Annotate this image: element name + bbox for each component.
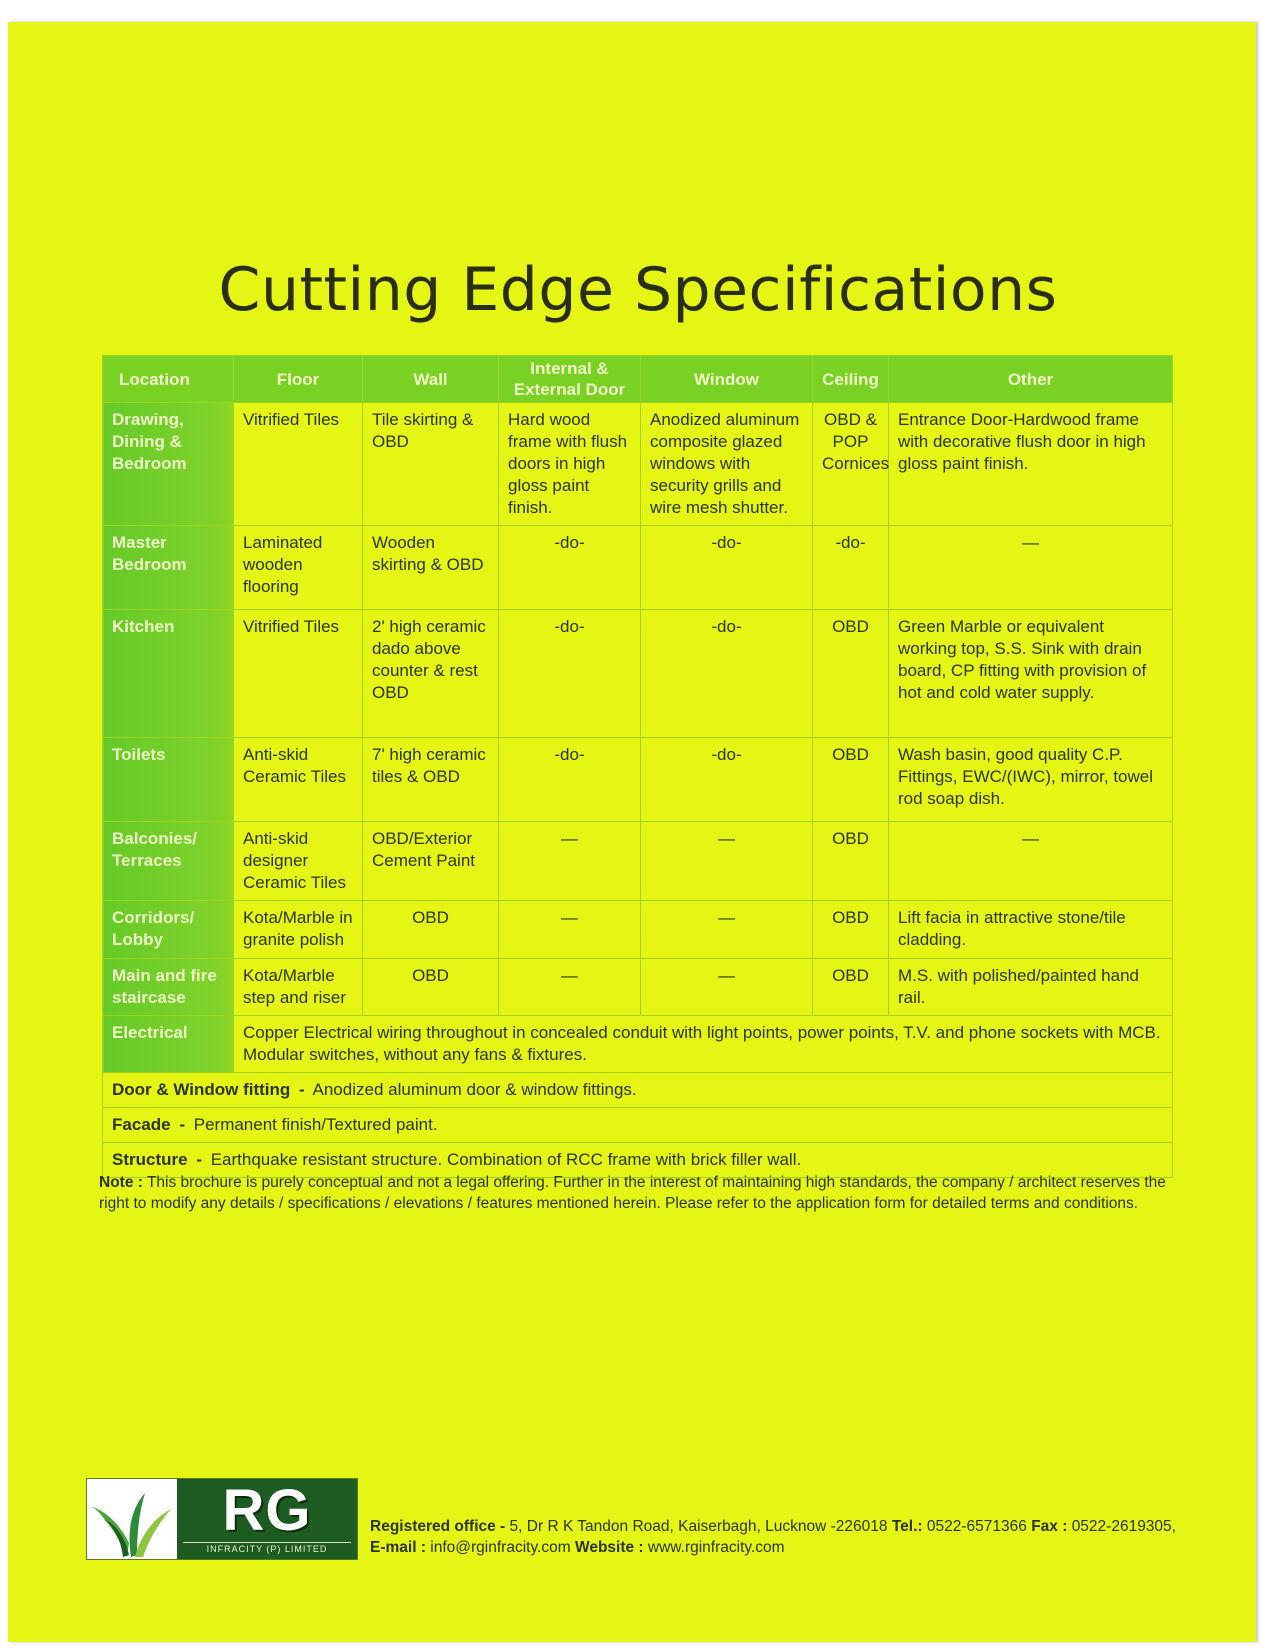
disclaimer-note	[99, 1172, 1189, 1214]
table-header-row	[103, 356, 1173, 403]
electrical-row	[103, 1016, 1173, 1073]
table-row	[103, 526, 1173, 610]
table-row	[103, 959, 1173, 1016]
door-window-fitting-text: Anodized aluminum door & window fittings.	[312, 1080, 637, 1099]
header-floor: Floor	[234, 356, 363, 403]
row-wall: OBD	[363, 959, 499, 1016]
row-window: —	[641, 901, 813, 959]
logo-subtitle: INFRACITY (P) LIMITED	[183, 1542, 351, 1554]
row-window: —	[641, 822, 813, 901]
header-location: Location	[103, 356, 234, 403]
fax-value: 0522-2619305,	[1071, 1518, 1176, 1535]
facade-label: Facade	[112, 1115, 171, 1134]
separator: -	[299, 1080, 305, 1099]
electrical-text: Copper Electrical wiring throughout in concealed conduit with light points, power points, T.V. and phone sockets with MCB. Modular switches, without any fans & fixtures.	[234, 1016, 1173, 1073]
row-other: Green Marble or equivalent working top, S.S. Sink with drain board, CP fitting with provision of hot and cold water supply.	[889, 610, 1173, 738]
header-wall: Wall	[363, 356, 499, 403]
row-wall: OBD/Exterior Cement Paint	[363, 822, 499, 901]
website-label: Website :	[574, 1539, 644, 1556]
row-floor: Anti-skid Ceramic Tiles	[234, 738, 363, 822]
facade-row	[103, 1108, 1173, 1143]
specifications-table	[102, 355, 1173, 1178]
row-other: —	[889, 526, 1173, 610]
office-label: Registered office -	[370, 1518, 506, 1535]
row-door: —	[499, 959, 641, 1016]
door-window-fitting-row	[103, 1073, 1173, 1108]
row-other: —	[889, 822, 1173, 901]
header-window: Window	[641, 356, 813, 403]
row-floor: Vitrified Tiles	[234, 403, 363, 526]
footer-line-2	[370, 1537, 1250, 1558]
row-window: -do-	[641, 526, 813, 610]
row-door: Hard wood frame with flush doors in high gloss paint finish.	[499, 403, 641, 526]
row-window: —	[641, 959, 813, 1016]
separator: -	[196, 1150, 202, 1169]
row-ceiling: OBD	[813, 610, 889, 738]
row-window: Anodized aluminum composite glazed windows with security grills and wire mesh shutter.	[641, 403, 813, 526]
email-label: E-mail :	[370, 1539, 426, 1556]
row-wall: 2' high ceramic dado above counter & rest OBD	[363, 610, 499, 738]
row-door: -do-	[499, 738, 641, 822]
header-door: Internal & External Door	[499, 356, 641, 403]
table-row	[103, 610, 1173, 738]
row-other: Lift facia in attractive stone/tile cladding.	[889, 901, 1173, 959]
row-floor: Laminated wooden flooring	[234, 526, 363, 610]
row-window: -do-	[641, 610, 813, 738]
row-floor: Kota/Marble in granite polish	[234, 901, 363, 959]
row-location: Main and fire staircase	[103, 959, 234, 1016]
structure-text: Earthquake resistant structure. Combination of RCC frame with brick filler wall.	[210, 1150, 802, 1169]
website-value: www.rginfracity.com	[647, 1539, 785, 1556]
structure-label: Structure	[112, 1150, 188, 1169]
row-door: —	[499, 901, 641, 959]
row-wall: Wooden skirting & OBD	[363, 526, 499, 610]
row-door: -do-	[499, 526, 641, 610]
row-ceiling: OBD & POP Cornices	[813, 403, 889, 526]
tel-value: 0522-6571366	[926, 1518, 1027, 1535]
leaf-logo-icon	[87, 1479, 177, 1559]
table-row	[103, 403, 1173, 526]
row-door: -do-	[499, 610, 641, 738]
row-floor: Vitrified Tiles	[234, 610, 363, 738]
row-ceiling: -do-	[813, 526, 889, 610]
separator: -	[179, 1115, 185, 1134]
note-text: This brochure is purely conceptual and not a legal offering. Further in the interest of maintaining high standards, the company / architect reserves the right to modify any details / specifications / elevations / features mentioned herein. Please refer to the application form for detailed terms and conditions.	[99, 1174, 1166, 1212]
header-ceiling: Ceiling	[813, 356, 889, 403]
company-logo	[86, 1478, 358, 1560]
row-floor: Kota/Marble step and riser	[234, 959, 363, 1016]
fax-label: Fax :	[1031, 1518, 1068, 1535]
row-location: Balconies/ Terraces	[103, 822, 234, 901]
footer-line-1	[370, 1516, 1250, 1537]
row-ceiling: OBD	[813, 738, 889, 822]
row-location: Master Bedroom	[103, 526, 234, 610]
facade-text: Permanent finish/Textured paint.	[193, 1115, 438, 1134]
row-location: Kitchen	[103, 610, 234, 738]
row-floor: Anti-skid designer Ceramic Tiles	[234, 822, 363, 901]
electrical-label: Electrical	[103, 1016, 234, 1073]
row-door: —	[499, 822, 641, 901]
row-other: Wash basin, good quality C.P. Fittings, EWC/(IWC), mirror, towel rod soap dish.	[889, 738, 1173, 822]
tel-label: Tel.:	[891, 1518, 923, 1535]
row-other: M.S. with polished/painted hand rail.	[889, 959, 1173, 1016]
header-other: Other	[889, 356, 1173, 403]
table-row	[103, 738, 1173, 822]
row-wall: OBD	[363, 901, 499, 959]
logo-letters: RG	[222, 1478, 312, 1543]
row-location: Toilets	[103, 738, 234, 822]
row-ceiling: OBD	[813, 901, 889, 959]
table-row	[103, 822, 1173, 901]
row-ceiling: OBD	[813, 959, 889, 1016]
note-label: Note :	[99, 1174, 143, 1191]
row-window: -do-	[641, 738, 813, 822]
table-row	[103, 901, 1173, 959]
email-value: info@rginfracity.com	[430, 1539, 571, 1556]
office-address: 5, Dr R K Tandon Road, Kaiserbagh, Lucknow -226018	[509, 1518, 888, 1535]
row-location: Drawing, Dining & Bedroom	[103, 403, 234, 526]
row-ceiling: OBD	[813, 822, 889, 901]
footer-contact	[370, 1516, 1250, 1558]
row-other: Entrance Door-Hardwood frame with decorative flush door in high gloss paint finish.	[889, 403, 1173, 526]
row-location: Corridors/ Lobby	[103, 901, 234, 959]
page-title: Cutting Edge Specifications	[218, 255, 1058, 325]
row-wall: Tile skirting & OBD	[363, 403, 499, 526]
door-window-fitting-label: Door & Window fitting	[112, 1080, 291, 1099]
row-wall: 7' high ceramic tiles & OBD	[363, 738, 499, 822]
